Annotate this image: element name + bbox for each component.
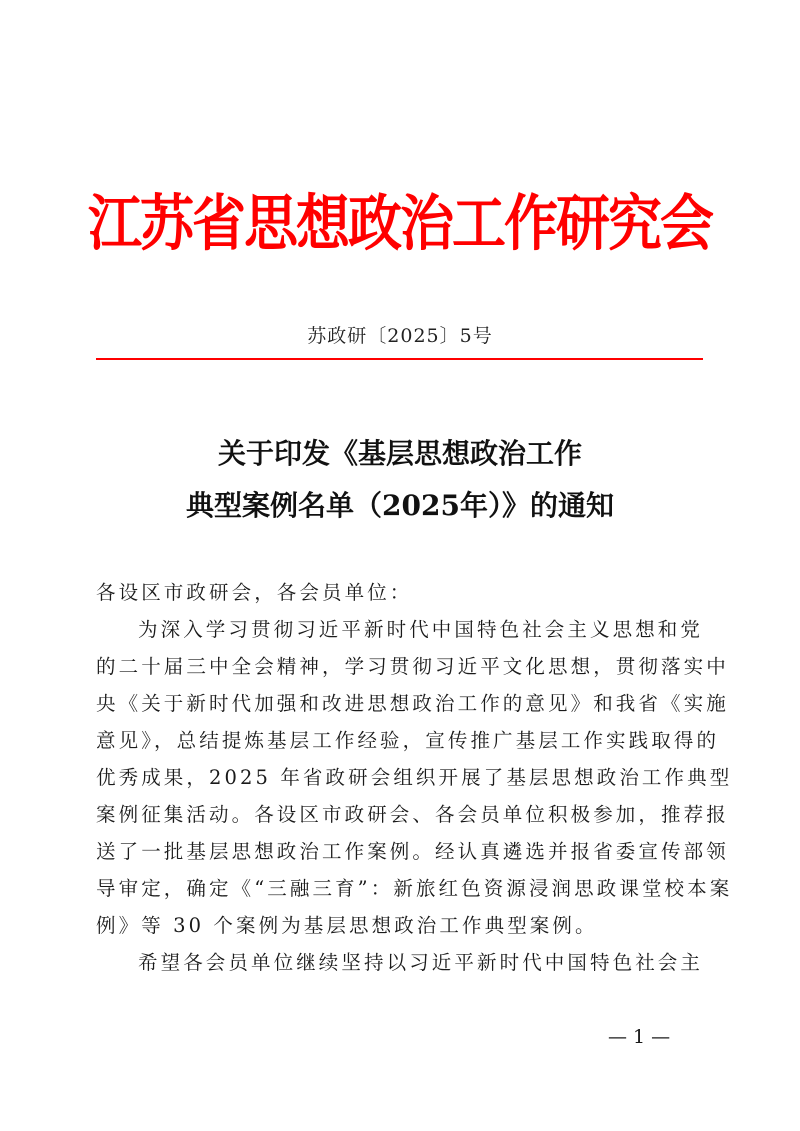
document-number: 苏政研〔2025〕5号 [307, 325, 493, 347]
document-body [96, 574, 733, 981]
paragraph-line: 案例征集活动。各设区市政研会、各会员单位积极参加，推荐报 [96, 803, 729, 826]
paragraph-line: 为深入学习贯彻习近平新时代中国特色社会主义思想和党 [138, 618, 704, 641]
paragraph-line: 导审定，确定《“三融三育”：新旅红色资源浸润思政课堂校本案 [96, 877, 733, 900]
red-divider [96, 358, 703, 360]
title-line-1: 关于印发《基层思想政治工作 [217, 437, 582, 470]
paragraph-line: 希望各会员单位继续坚持以习近平新时代中国特色社会主 [138, 951, 704, 974]
paragraph-line: 央《关于新时代加强和改进思想政治工作的意见》和我省《实施 [96, 692, 729, 715]
paragraph-line: 优秀成果，2025 年省政研会组织开展了基层思想政治工作典型 [96, 766, 733, 789]
page-number: — 1 — [608, 1026, 671, 1048]
paragraph-line: 送了一批基层思想政治工作案例。经认真遴选并报省委宣传部领 [96, 840, 729, 863]
title-line-2: 典型案例名单（2025年）》的通知 [186, 489, 614, 522]
salutation: 各设区市政研会，各会员单位： [96, 581, 413, 604]
paragraph-line: 例》等 30 个案例为基层思想政治工作典型案例。 [96, 914, 598, 937]
organization-masthead: 江苏省思想政治工作研究会 [88, 186, 712, 259]
document-title [0, 428, 800, 532]
paragraph-line: 的二十届三中全会精神，学习贯彻习近平文化思想，贯彻落实中 [96, 655, 729, 678]
paragraph-line: 意见》，总结提炼基层工作经验，宣传推广基层工作实践取得的 [96, 729, 720, 752]
